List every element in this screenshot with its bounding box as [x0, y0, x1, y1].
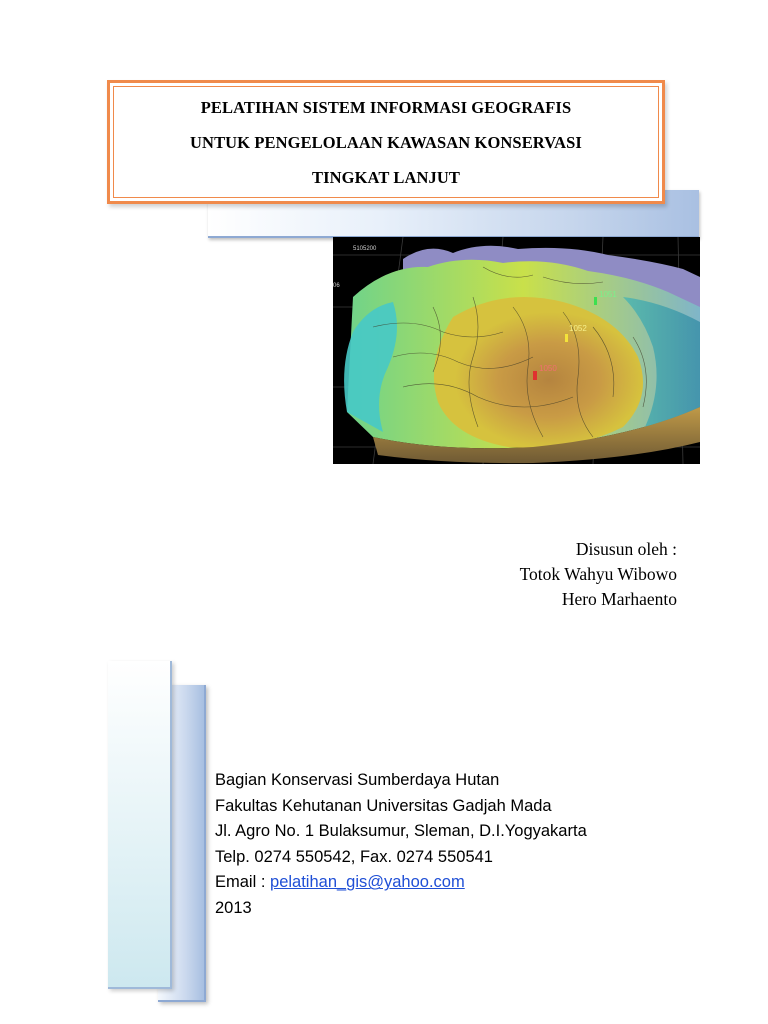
year-text: 2013: [215, 898, 252, 917]
title-line-3: TINGKAT LANJUT: [312, 167, 460, 187]
faculty-text: Fakultas Kehutanan Universitas Gadjah Mada: [215, 796, 552, 815]
terrain-marker-label-2: 1052: [569, 324, 587, 333]
title-line-1: PELATIHAN SISTEM INFORMASI GEOGRAFIS: [200, 97, 572, 117]
address-block: [215, 768, 587, 922]
terrain-graphic: [333, 237, 700, 464]
title-inner-frame: [113, 86, 659, 198]
terrain-marker-label-3: 1050: [539, 364, 557, 373]
author-name-2: Hero Marhaento: [561, 589, 677, 609]
phone-fax-text: Telp. 0274 550542, Fax. 0274 550541: [215, 847, 493, 866]
author-label: Disusun oleh :: [575, 539, 677, 559]
terrain-3d-image: [333, 237, 700, 464]
email-label: Email :: [215, 873, 271, 892]
title-line-2: UNTUK PENGELOLAAN KAWASAN KONSERVASI: [190, 132, 582, 152]
street-address-text: Jl. Agro No. 1 Bulaksumur, Sleman, D.I.Yogyakarta: [215, 822, 587, 841]
department-text: Bagian Konservasi Sumberdaya Hutan: [215, 771, 500, 789]
email-line: [215, 870, 587, 896]
decorative-column-front: [108, 661, 172, 989]
terrain-coord-left: 06: [333, 283, 340, 289]
terrain-marker-label-1: 1051: [599, 290, 617, 299]
author-block: [520, 537, 677, 612]
author-name-1: Totok Wahyu Wibowo: [519, 564, 677, 584]
email-link[interactable]: pelatihan_gis@yahoo.com: [270, 873, 465, 892]
terrain-coord-top: 5105200: [353, 246, 377, 252]
title-box: [107, 80, 665, 204]
